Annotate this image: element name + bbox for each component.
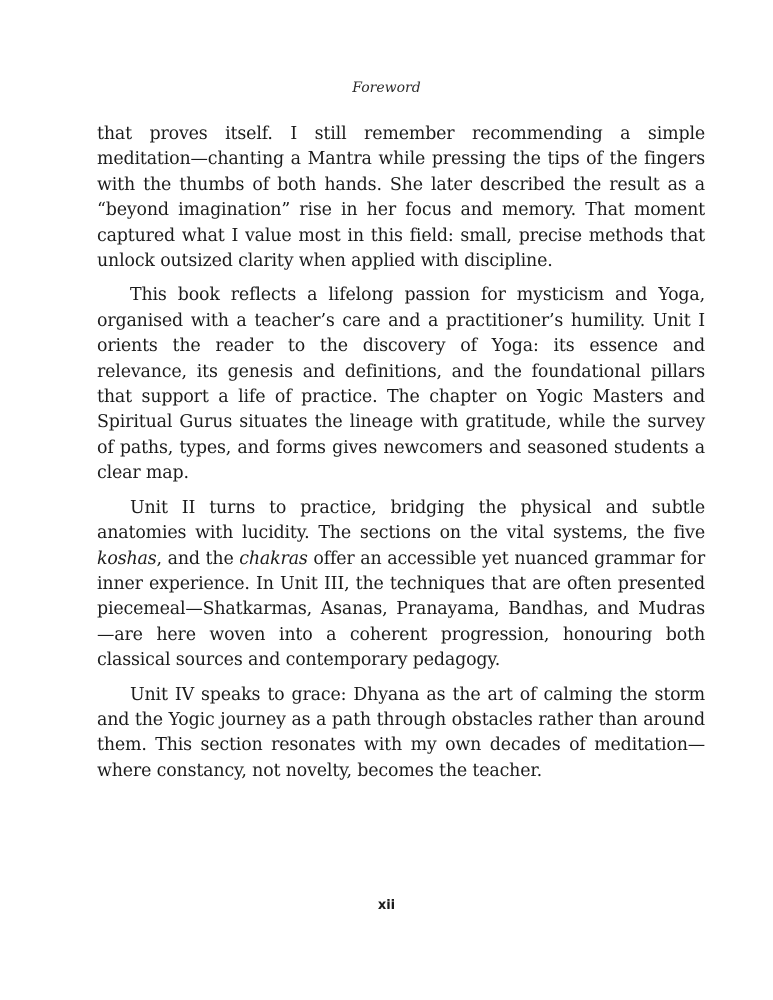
term-koshas: koshas <box>97 548 157 569</box>
paragraph-unit-two-three <box>97 496 705 674</box>
paragraph-book-overview: This book reflects a lifelong passion for mysticism and Yoga, organised with a teacher’s care and a practitioner’s humility. Unit I orients the reader to the discovery of Yoga: its essence and relevance, its genesis and definitions, and the foundational pillars that support a life of practice. The chapter on Yogic Masters and Spiritual Gurus situates the lineage with gratitude, while the survey of paths, types, and forms gives newcomers and seasoned students a clear map. <box>97 285 705 484</box>
body-text <box>97 122 705 793</box>
term-chakras: chakras <box>239 548 308 569</box>
paragraph-unit-four: Unit IV speaks to grace: Dhyana as the art of calming the storm and the Yogic journey as a path through obstacles rather than around them. This section resonates with my own decades of meditation—where constancy, not novelty, becomes the teacher. <box>97 684 705 781</box>
paragraph-text-segment: Unit II turns to practice, bridging the physical and subtle anatomies with lucidity. The sections on the vital systems, the five <box>97 497 705 544</box>
paragraph-text-segment: offer an accessible yet nuanced grammar for inner experience. In Unit III, the techniques that are often presented piecemeal—Shatkarmas, Asanas, Pranayama, Bandhas, and Mudras—are here woven into a coherent progression, honouring both classical sources and contemporary pedagogy. <box>97 548 705 671</box>
running-header: Foreword <box>352 80 421 96</box>
paragraph-continuation: that proves itself. I still remember recommending a simple meditation—chanting a Mantra while pressing the tips of the fingers with the thumbs of both hands. She later described the result as a “beyond imagination” rise in her focus and memory. That moment captured what I value most in this field: small, precise methods that unlock outsized clarity when applied with discipline. <box>97 124 705 272</box>
paragraph-text-segment: , and the <box>156 548 240 569</box>
page-number: xii <box>377 898 396 913</box>
